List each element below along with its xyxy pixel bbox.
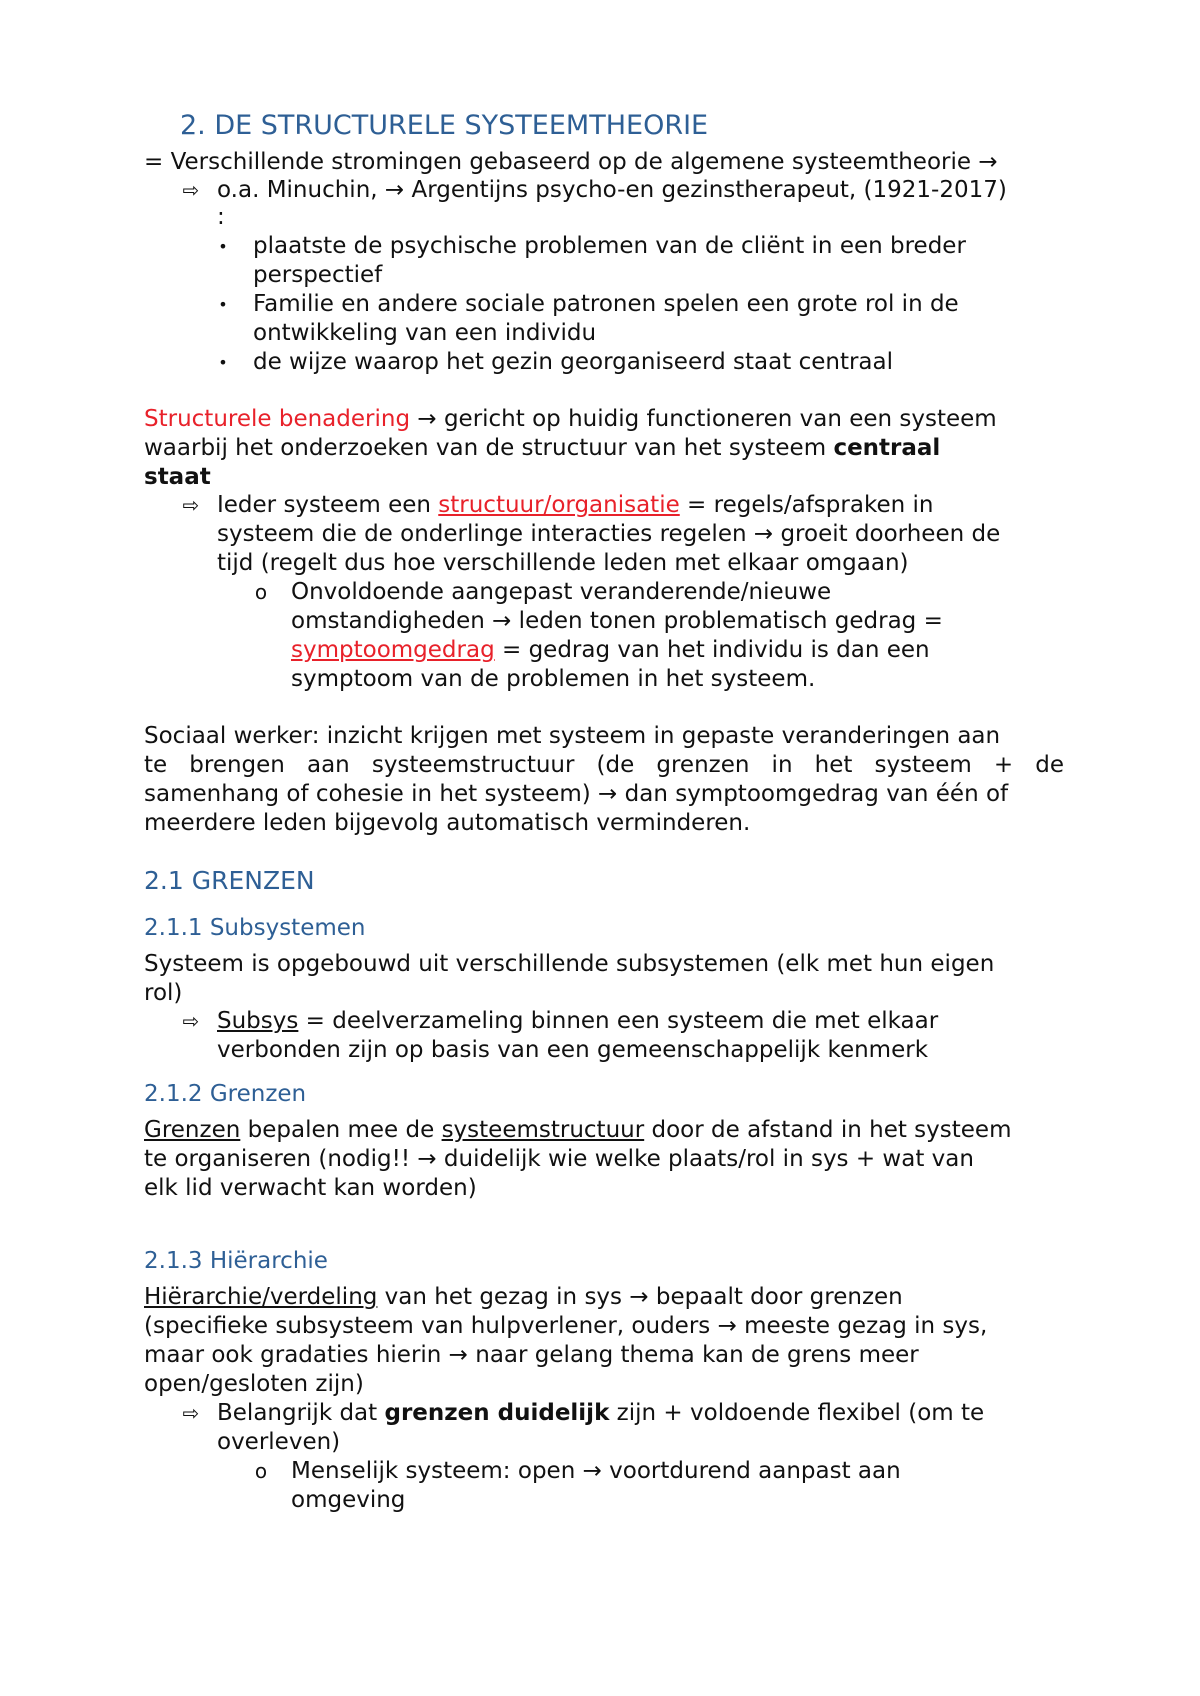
menselijk-line1: Menselijk systeem: open → voortdurend aanpast aan	[291, 1458, 901, 1484]
intro-colon: :	[217, 204, 225, 230]
hierarchie-line3: maar ook gradaties hierin → naar gelang thema kan de grens meer	[144, 1342, 919, 1368]
structuur-line3: tijd (regelt dus hoe verschillende leden met elkaar omgaan)	[217, 550, 909, 576]
arrow-marker-icon: ⇨	[182, 493, 200, 517]
structurele-benadering-line2: waarbij het onderzoeken van de structuur van het systeem centraal	[144, 435, 941, 461]
menselijk-line2: omgeving	[291, 1487, 406, 1513]
structuur-line1: Ieder systeem een structuur/organisatie = regels/afspraken in	[217, 492, 934, 518]
symptoom-line1: Onvoldoende aangepast veranderende/nieuwe	[291, 579, 832, 605]
bullet-marker-icon: •	[218, 353, 228, 372]
structurele-benadering-line: Structurele benadering → gericht op huidig functioneren van een systeem	[144, 406, 997, 432]
structuur-organisatie-term: structuur/organisatie	[438, 492, 680, 518]
bullet-marker-icon: •	[218, 295, 228, 314]
bullet-marker-icon: •	[218, 237, 228, 256]
intro-minuchin: o.a. Minuchin, → Argentijns psycho-en gezinstherapeut, (1921-2017)	[217, 177, 1007, 203]
subheading-subsystemen: 2.1.1 Subsystemen	[144, 915, 366, 941]
bullet-item: de wijze waarop het gezin georganiseerd staat centraal	[253, 349, 894, 375]
arrow-marker-icon: ⇨	[182, 1401, 200, 1425]
page-title: 2. DE STRUCTURELE SYSTEEMTHEORIE	[180, 110, 709, 141]
bullet-item: Familie en andere sociale patronen spelen een grote rol in de	[253, 291, 959, 317]
grenzen-line2: te organiseren (nodig!! → duidelijk wie welke plaats/rol in sys + wat van	[144, 1146, 974, 1172]
sociaal-werker-line1: Sociaal werker: inzicht krijgen met systeem in gepaste veranderingen aan	[144, 723, 1001, 749]
sociaal-werker-line2: te brengen aan systeemstructuur (de grenzen in het systeem + de	[144, 752, 1064, 778]
circle-marker-icon: o	[254, 1459, 268, 1483]
structuur-line2: systeem die de onderlinge interacties regelen → groeit doorheen de	[217, 521, 1001, 547]
hierarchie-line2: (specifieke subsysteem van hulpverlener, ouders → meeste gezag in sys,	[144, 1313, 988, 1339]
subheading-grenzen: 2.1.2 Grenzen	[144, 1081, 307, 1107]
sociaal-werker-line3: samenhang of cohesie in het systeem) → dan symptoomgedrag van één of	[144, 781, 1009, 807]
symptoom-line3: symptoomgedrag = gedrag van het individu is dan een	[291, 637, 930, 663]
arrow-marker-icon: ⇨	[182, 1009, 200, 1033]
subheading-hierarchie: 2.1.3 Hiërarchie	[144, 1248, 328, 1274]
structurele-benadering-label: Structurele benadering	[144, 406, 411, 432]
intro-definition: = Verschillende stromingen gebaseerd op de algemene systeemtheorie →	[144, 149, 998, 175]
sociaal-werker-line4: meerdere leden bijgevolg automatisch verminderen.	[144, 810, 751, 836]
belangrijk-line2: overleven)	[217, 1429, 341, 1455]
subsys-def-line2: verbonden zijn op basis van een gemeenschappelijk kenmerk	[217, 1037, 929, 1063]
hierarchie-line4: open/gesloten zijn)	[144, 1371, 364, 1397]
symptoom-line4: symptoom van de problemen in het systeem.	[291, 666, 816, 692]
hierarchie-line1: Hiërarchie/verdeling van het gezag in sys → bepaalt door grenzen	[144, 1284, 903, 1310]
subsys-line1: Systeem is opgebouwd uit verschillende subsystemen (elk met hun eigen	[144, 951, 995, 977]
subsys-term: Subsys	[217, 1008, 299, 1034]
belangrijk-line1: Belangrijk dat grenzen duidelijk zijn + voldoende flexibel (om te	[217, 1400, 985, 1426]
subsys-line2: rol)	[144, 980, 183, 1006]
grenzen-line3: elk lid verwacht kan worden)	[144, 1175, 477, 1201]
section-heading-grenzen: 2.1 GRENZEN	[144, 866, 315, 895]
circle-marker-icon: o	[254, 580, 268, 604]
bullet-item: plaatste de psychische problemen van de cliënt in een breder	[253, 233, 966, 259]
symptoomgedrag-term: symptoomgedrag	[291, 637, 495, 663]
arrow-marker-icon: ⇨	[182, 178, 200, 202]
grenzen-line1: Grenzen bepalen mee de systeemstructuur door de afstand in het systeem	[144, 1117, 1012, 1143]
bullet-item-cont: ontwikkeling van een individu	[253, 320, 597, 346]
subsys-def-line1: Subsys = deelverzameling binnen een systeem die met elkaar	[217, 1008, 939, 1034]
symptoom-line2: omstandigheden → leden tonen problematisch gedrag =	[291, 608, 943, 634]
structurele-benadering-line3: staat	[144, 464, 211, 490]
bullet-item-cont: perspectief	[253, 262, 383, 288]
